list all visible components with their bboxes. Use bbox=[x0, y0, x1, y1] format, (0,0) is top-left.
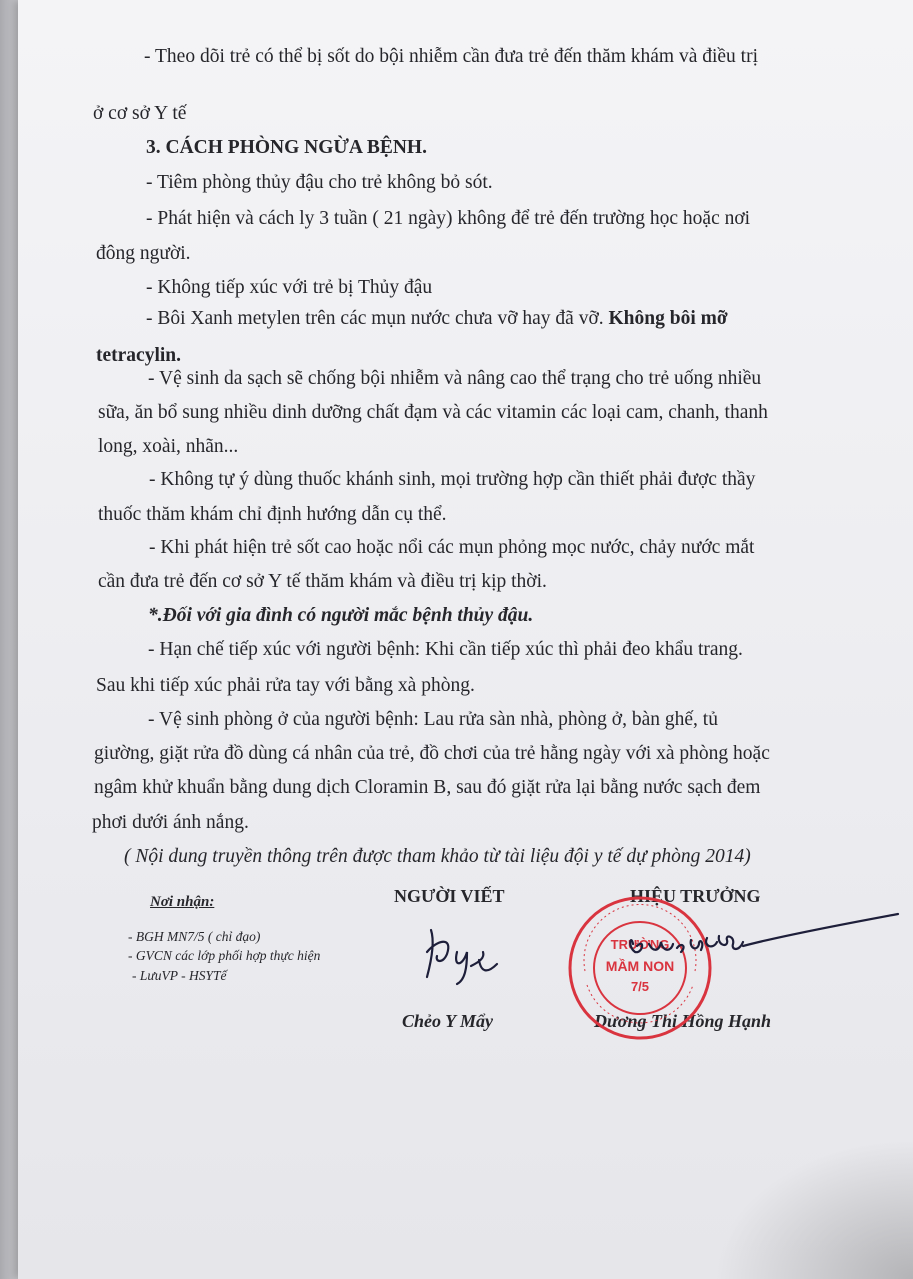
body-line-13: thuốc thăm khám chỉ định hướng dẫn cụ thể. bbox=[98, 504, 447, 525]
svg-text:MẦM NON: MẦM NON bbox=[605, 958, 675, 974]
body-line-6: - Không tiếp xúc với trẻ bị Thủy đậu bbox=[146, 277, 433, 298]
background-edge bbox=[0, 0, 18, 1279]
body-line-16: - Hạn chế tiếp xúc với người bệnh: Khi cần tiếp xúc thì phải đeo khẩu trang. bbox=[148, 639, 743, 660]
source-note: ( Nội dung truyền thông trên được tham khảo từ tài liệu đội y tế dự phòng 2014) bbox=[124, 846, 751, 867]
body-line-18: - Vệ sinh phòng ở của người bệnh: Lau rửa sàn nhà, phòng ở, bàn ghế, tủ bbox=[148, 709, 718, 730]
body-line-21: phơi dưới ánh nắng. bbox=[92, 812, 249, 833]
writer-name: Chẻo Y Mẩy bbox=[402, 1011, 494, 1031]
body-line-12: - Không tự ý dùng thuốc khánh sinh, mọi trường hợp cần thiết phải được thầy bbox=[149, 469, 756, 490]
body-line-5: đông người. bbox=[96, 243, 191, 264]
body-line-9: - Vệ sinh da sạch sẽ chống bội nhiễm và nâng cao thể trạng cho trẻ uống nhiều bbox=[148, 368, 762, 389]
body-line-7-bold: Không bôi mỡ bbox=[608, 308, 728, 329]
recipient-item: - GVCN các lớp phối hợp thực hiện bbox=[128, 948, 321, 963]
svg-text:7/5: 7/5 bbox=[630, 979, 650, 994]
writer-title: NGƯỜI VIẾT bbox=[394, 886, 505, 906]
family-subheading: *.Đối với gia đình có người mắc bệnh thủy đậu. bbox=[148, 605, 534, 626]
body-line-19: giường, giặt rửa đồ dùng cá nhân của trẻ, đồ chơi của trẻ hằng ngày với xà phòng hoặc bbox=[94, 743, 770, 764]
body-line-7-text: - Bôi Xanh metylen trên các mụn nước chưa vỡ hay đã vỡ. bbox=[146, 308, 604, 329]
body-line-1: - Theo dõi trẻ có thể bị sốt do bội nhiễm cần đưa trẻ đến thăm khám và điều trị bbox=[144, 46, 759, 67]
principal-title: HIỆU TRƯỞNG bbox=[630, 886, 761, 906]
body-line-8: tetracylin. bbox=[96, 345, 182, 366]
document-page bbox=[18, 0, 913, 1279]
body-line-17: Sau khi tiếp xúc phải rửa tay với bằng xà phòng. bbox=[96, 675, 475, 696]
recipients-title: Nơi nhận: bbox=[150, 894, 215, 910]
body-line-14: - Khi phát hiện trẻ sốt cao hoặc nổi các mụn phỏng mọc nước, chảy nước mắt bbox=[149, 537, 755, 558]
principal-signature bbox=[573, 912, 903, 982]
writer-signature bbox=[413, 922, 513, 987]
section-heading: 3. CÁCH PHÒNG NGỪA BỆNH. bbox=[146, 137, 427, 158]
body-line-15: cần đưa trẻ đến cơ sở Y tế thăm khám và điều trị kịp thời. bbox=[98, 571, 547, 592]
body-line-20: ngâm khử khuẩn bằng dung dịch Cloramin B, sau đó giặt rửa lại bằng nước sạch đem bbox=[94, 777, 761, 798]
body-line-3: - Tiêm phòng thủy đậu cho trẻ không bỏ sót. bbox=[146, 172, 493, 193]
body-line-4: - Phát hiện và cách ly 3 tuần ( 21 ngày) không để trẻ đến trường học hoặc nơi bbox=[146, 208, 751, 229]
svg-text:TRƯỜNG: TRƯỜNG bbox=[610, 937, 670, 952]
principal-name: Dương Thị Hồng Hạnh bbox=[594, 1011, 771, 1031]
page-shadow bbox=[713, 1139, 913, 1279]
recipient-item: - LưuVP - HSYTế bbox=[132, 968, 227, 983]
body-line-11: long, xoài, nhãn... bbox=[98, 436, 239, 457]
body-line-7 bbox=[146, 307, 728, 331]
body-line-2: ở cơ sở Y tế bbox=[93, 103, 187, 124]
body-line-10: sữa, ăn bổ sung nhiều dinh dưỡng chất đạm và các vitamin các loại cam, chanh, thanh bbox=[98, 402, 768, 423]
recipient-item: - BGH MN7/5 ( chỉ đạo) bbox=[128, 929, 261, 944]
